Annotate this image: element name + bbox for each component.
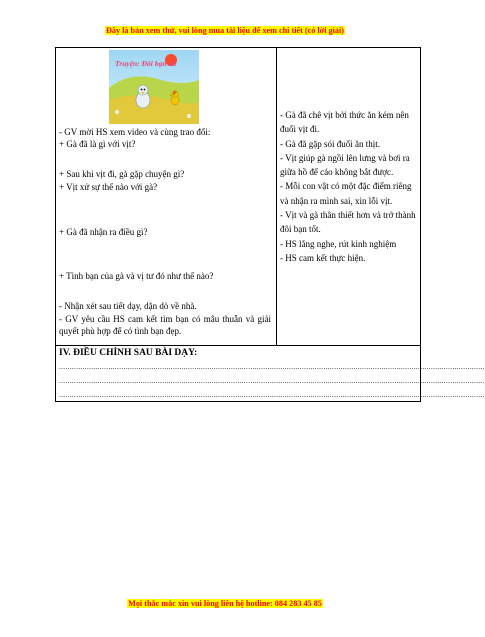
left-line-6: + Tình bạn của gà và vị tư đó như thế nào? [59,271,214,281]
preview-banner-text: Đây là bản xem thử, vui lòng mua tài liệu để xem chi tiết (có lời giải) [105,26,344,35]
right-item-3: - Vịt giúp gà ngồi lên lưng và bơi ra giữa hồ để cáo không bắt được. [280,152,410,178]
right-item-4: - Mỗi con vật có một đặc điểm riêng và nhận ra mình sai, xin lỗi vịt. [280,181,412,206]
hotline-banner [0,598,450,609]
dotted-line-1: ...................................................................................................................................................................................................... [59,363,485,371]
left-line-1: - GV mời HS xem video và cùng trao đổi: [59,127,211,137]
dotted-line-3: ...................................................................................................................................................................................................... [59,391,485,399]
left-line-5: + Gà đã nhận ra điều gì? [59,227,148,237]
column-divider [276,48,277,345]
right-item-6: - HS lắng nghe, rút kinh nghiệm [280,238,397,249]
right-item-5: - Vịt và gà thân thiết hơn và trở thành đôi bạn tốt. [280,210,416,235]
right-item-2: - Gà đã gặp sói đuổi ăn thịt. [280,138,380,149]
duck-icon [136,85,150,108]
dotted-line-2: ...................................................................................................................................................................................................... [59,377,485,385]
hotline-banner-text: Mọi thắc mắc xin vui lòng liên hệ hotline: 084 283 45 85 [128,599,322,608]
illustration-caption: Truyện: Đôi bạn tốt [115,59,177,68]
adjustment-title: IV. ĐIỀU CHỈNH SAU BÀI DẠY: [59,348,198,358]
story-illustration [109,50,199,124]
left-line-7: - Nhận xét sau tiết dạy, dặn dò về nhà. [59,301,197,311]
row-divider [56,345,420,346]
lesson-table [55,47,485,402]
left-line-2: + Gà đã là gì với vịt? [59,139,136,149]
left-paragraph-1: - GV yêu cầu HS cam kết tìm bạn có mâu thuẫn và giải quyết phù hợp để có tình bạn đẹp. [59,314,271,336]
preview-banner [0,25,450,36]
student-activities-column [280,108,418,265]
right-item-7: - HS cam kết thực hiện. [280,252,366,263]
left-line-4: + Vịt xử sự thế nào với gà? [59,182,158,192]
right-item-1: - Gà đã chê vịt bởi thức ăn kém nên đuổi vịt đi. [280,110,409,135]
left-line-3: + Sau khi vịt đi, gà gặp chuyện gì? [59,169,185,179]
